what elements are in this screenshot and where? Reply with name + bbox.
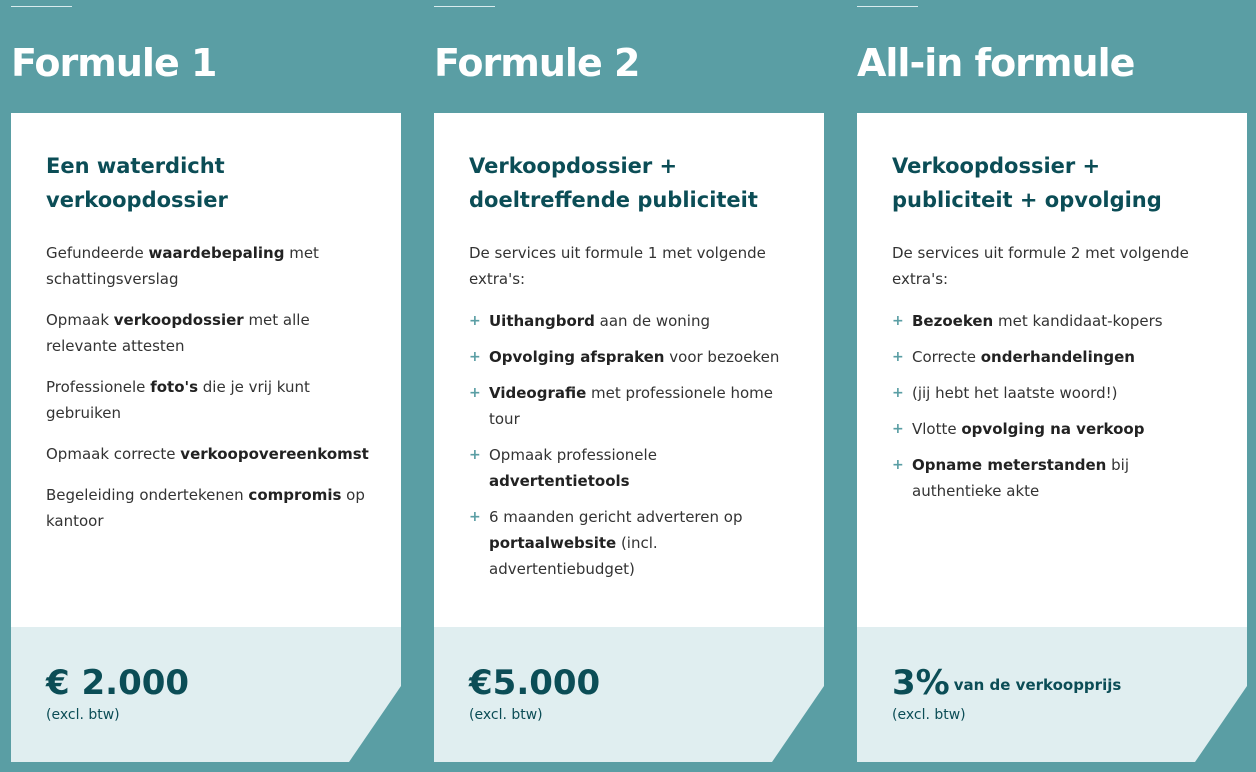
price-panel xyxy=(857,627,1247,762)
feature-item: + Uithangbord aan de woning xyxy=(469,308,799,334)
feature-item: + Correcte onderhandelingen xyxy=(892,344,1222,370)
plus-icon: + xyxy=(469,349,481,365)
feature-list xyxy=(46,240,376,549)
feature-item: Gefundeerde waardebepaling met schattingsverslag xyxy=(46,244,319,288)
plan-intro: De services uit formule 1 met volgende extra's: xyxy=(469,244,766,288)
plan-card xyxy=(434,113,824,762)
feature-item: + (jij hebt het laatste woord!) xyxy=(892,380,1222,406)
pricing-column-formule-2 xyxy=(434,0,824,772)
pricing-column-formule-1 xyxy=(11,0,401,772)
plan-subtitle: Verkoopdossier + publiciteit + opvolging xyxy=(892,154,1162,212)
plan-card xyxy=(11,113,401,762)
feature-item: Professionele foto's die je vrij kunt gebruiken xyxy=(46,378,310,422)
feature-list xyxy=(469,308,799,592)
feature-item: + Opmaak professionele advertentietools xyxy=(469,442,799,494)
feature-item: + Opvolging afspraken voor bezoeken xyxy=(469,344,799,370)
price-panel xyxy=(434,627,824,762)
plus-icon: + xyxy=(892,421,904,437)
heading-accent-line xyxy=(857,6,918,7)
plus-icon: + xyxy=(892,385,904,401)
plan-price: € 2.000 xyxy=(46,663,190,703)
heading-accent-line xyxy=(11,6,72,7)
feature-item: Opmaak verkoopdossier met alle relevante attesten xyxy=(46,311,310,355)
plus-icon: + xyxy=(469,313,481,329)
corner-cut-decoration xyxy=(349,686,401,762)
plan-price: €5.000 xyxy=(469,663,601,703)
plan-subtitle: Een waterdicht verkoopdossier xyxy=(46,154,228,212)
heading-accent-line xyxy=(434,6,495,7)
vat-note: (excl. btw) xyxy=(892,707,966,723)
feature-item: + 6 maanden gericht adverteren op portaalwebsite (incl. advertentiebudget) xyxy=(469,504,799,582)
corner-cut-decoration xyxy=(1195,686,1247,762)
feature-item: + Opname meterstanden bij authentieke akte xyxy=(892,452,1222,504)
plus-icon: + xyxy=(892,457,904,473)
vat-note: (excl. btw) xyxy=(46,707,120,723)
feature-item: + Bezoeken met kandidaat-kopers xyxy=(892,308,1222,334)
plan-heading: Formule 1 xyxy=(11,41,217,85)
feature-item: + Videografie met professionele home tour xyxy=(469,380,799,432)
plan-card xyxy=(857,113,1247,762)
plus-icon: + xyxy=(892,349,904,365)
feature-item: Begeleiding ondertekenen compromis op kantoor xyxy=(46,486,365,530)
price-panel xyxy=(11,627,401,762)
plan-heading: Formule 2 xyxy=(434,41,640,85)
vat-note: (excl. btw) xyxy=(469,707,543,723)
plus-icon: + xyxy=(469,509,481,525)
feature-item: + Vlotte opvolging na verkoop xyxy=(892,416,1222,442)
feature-item: Opmaak correcte verkoopovereenkomst xyxy=(46,445,369,463)
plus-icon: + xyxy=(892,313,904,329)
plus-icon: + xyxy=(469,447,481,463)
plan-intro: De services uit formule 2 met volgende extra's: xyxy=(892,244,1189,288)
plan-heading: All-in formule xyxy=(857,41,1135,85)
pricing-column-all-in xyxy=(857,0,1247,772)
plan-subtitle: Verkoopdossier + doeltreffende publiciteit xyxy=(469,154,758,212)
corner-cut-decoration xyxy=(772,686,824,762)
feature-list xyxy=(892,308,1222,514)
plan-price: 3% van de verkoopprijs xyxy=(892,663,1122,703)
plus-icon: + xyxy=(469,385,481,401)
